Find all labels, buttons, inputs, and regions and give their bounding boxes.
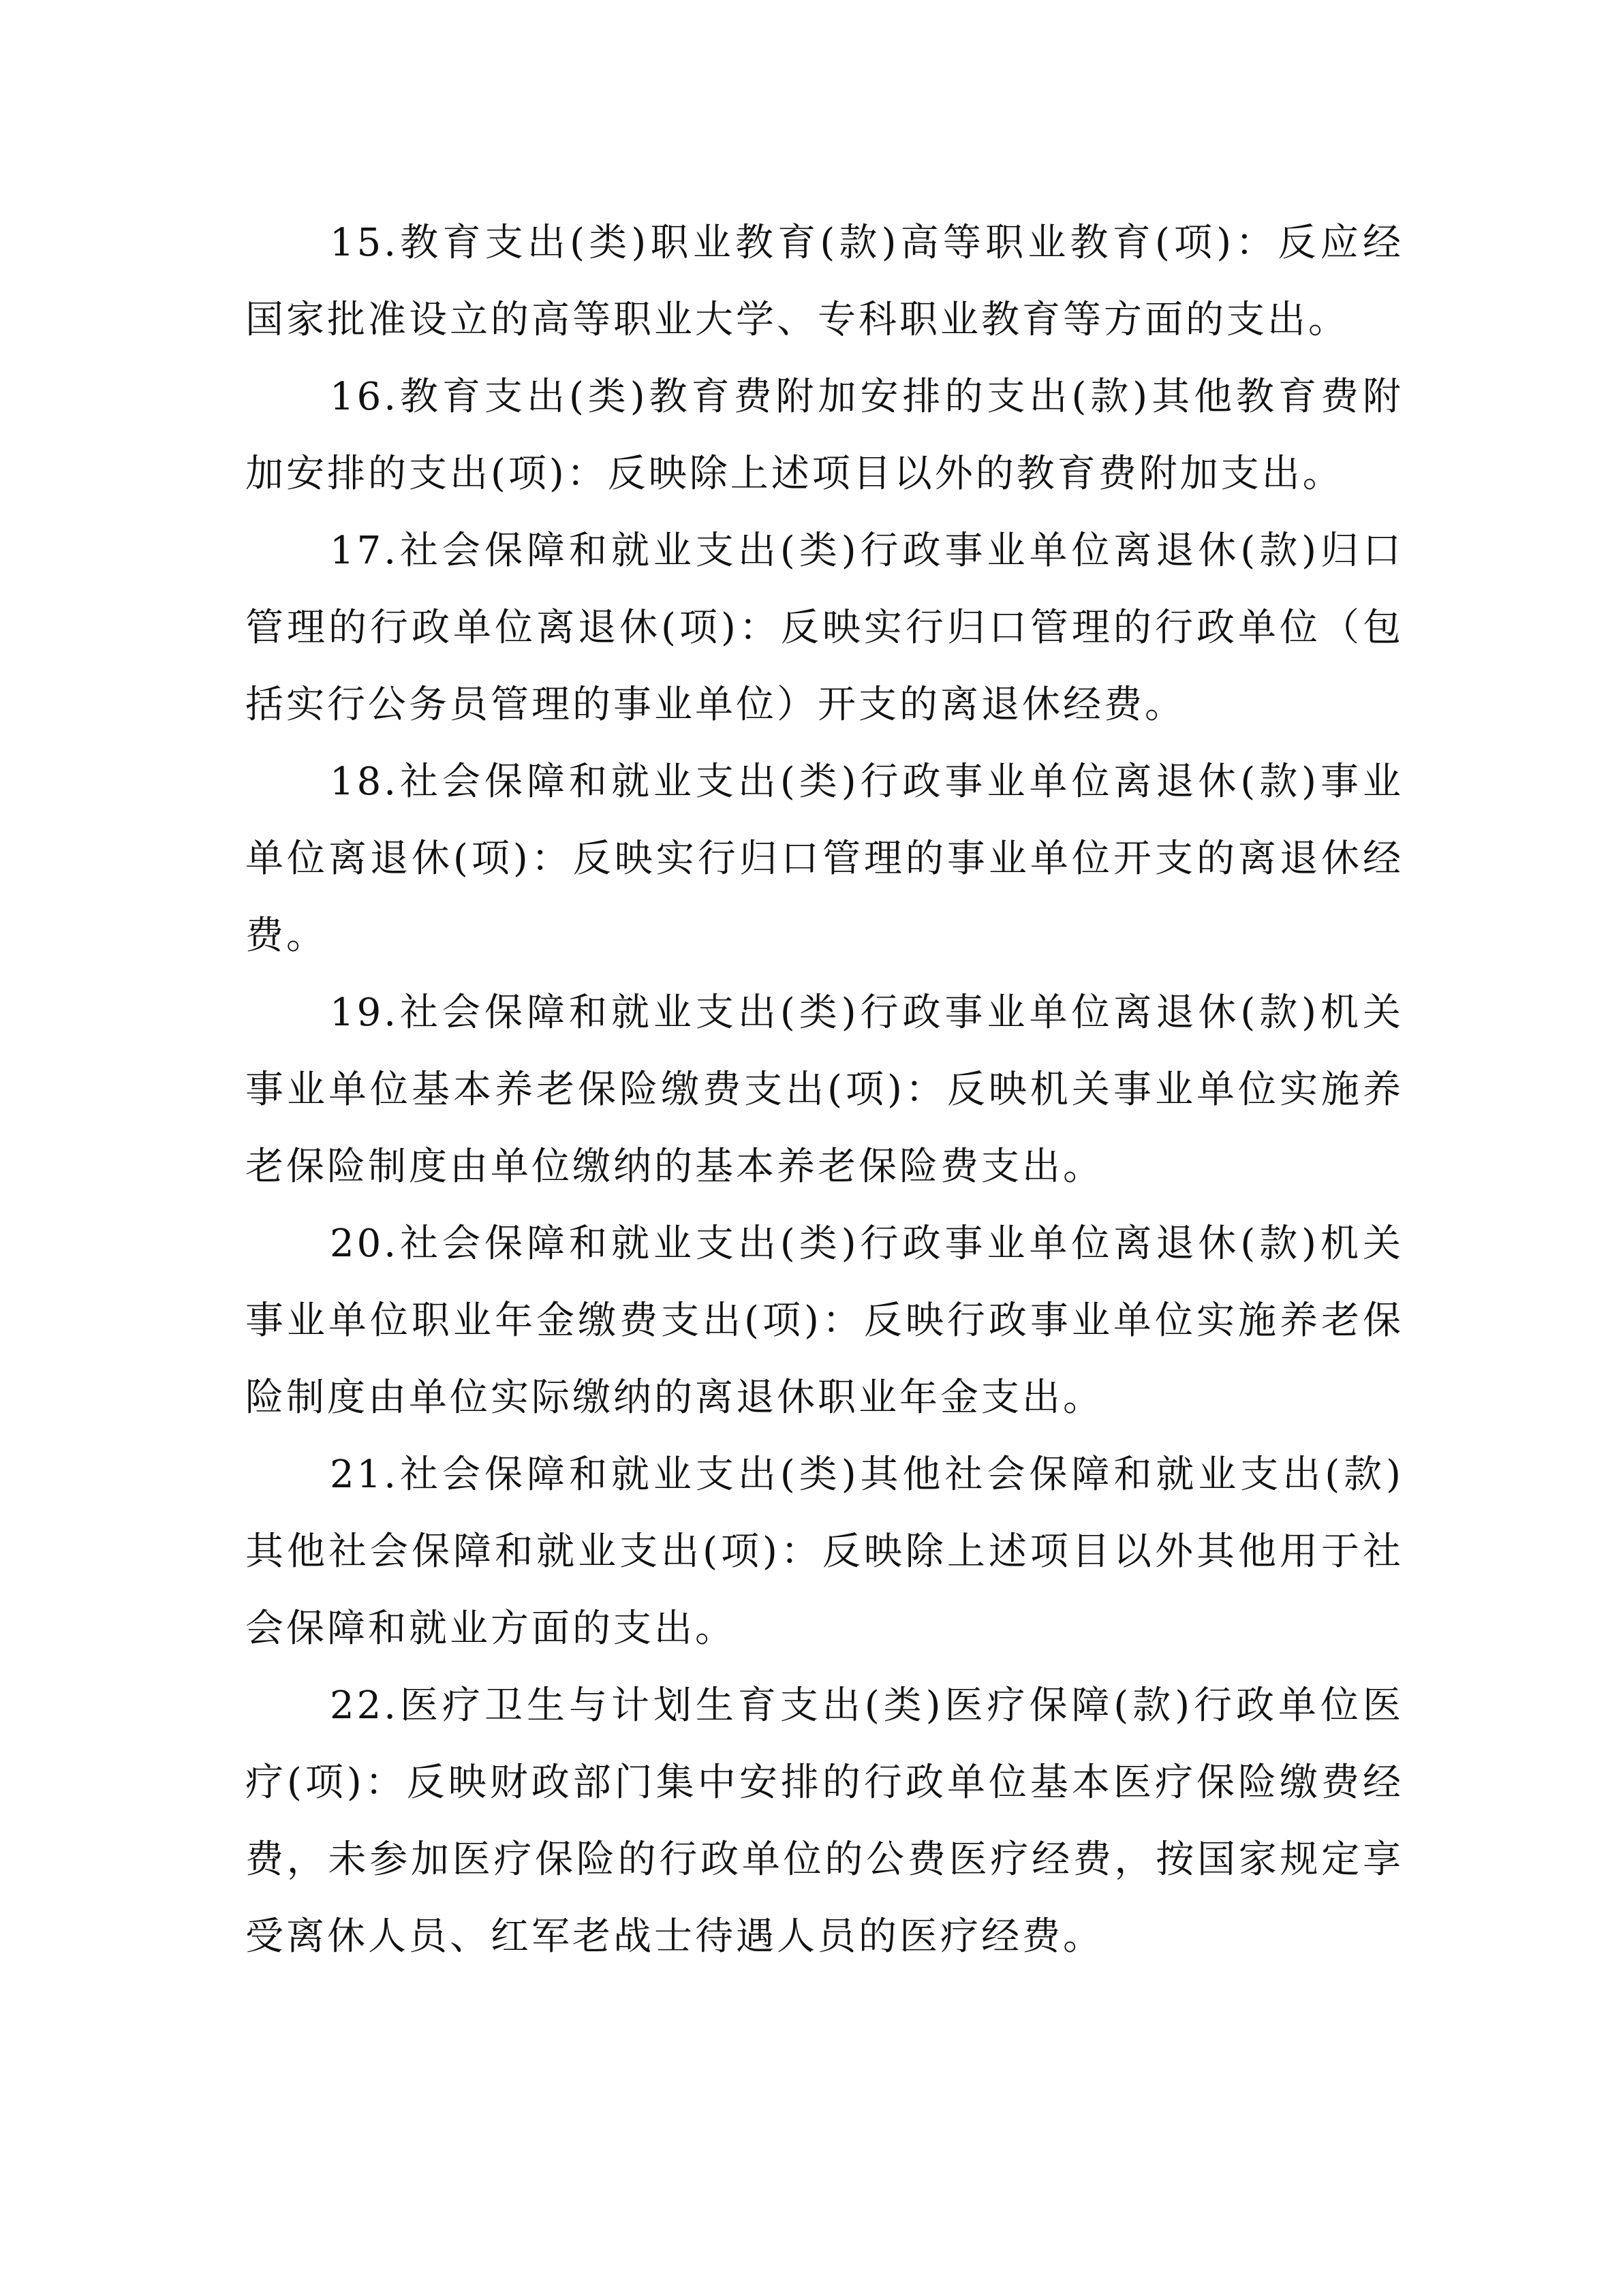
paragraph-21: 21.社会保障和就业支出(类)其他社会保障和就业支出(款)其他社会保障和就业支出(项)：反映除上述项目以外其他用于社会保障和就业方面的支出。 [245,1453,1404,1651]
paragraph-18: 18.社会保障和就业支出(类)行政事业单位离退休(款)事业单位离退休(项)：反映实行归口管理的事业单位开支的离退休经费。 [245,760,1404,958]
document-body [245,204,1404,1975]
paragraph-20: 20.社会保障和就业支出(类)行政事业单位离退休(款)机关事业单位职业年金缴费支出(项)：反映行政事业单位实施养老保险制度由单位实际缴纳的离退休职业年金支出。 [245,1222,1404,1420]
paragraph-19: 19.社会保障和就业支出(类)行政事业单位离退休(款)机关事业单位基本养老保险缴费支出(项)：反映机关事业单位实施养老保险制度由单位缴纳的基本养老保险费支出。 [245,991,1404,1189]
paragraph-16: 16.教育支出(类)教育费附加安排的支出(款)其他教育费附加安排的支出(项)：反映除上述项目以外的教育费附加支出。 [245,375,1404,496]
paragraph-17: 17.社会保障和就业支出(类)行政事业单位离退休(款)归口管理的行政单位离退休(项)：反映实行归口管理的行政单位（包括实行公务员管理的事业单位）开支的离退休经费。 [245,529,1404,727]
paragraph-22: 22.医疗卫生与计划生育支出(类)医疗保障(款)行政单位医疗(项)：反映财政部门集中安排的行政单位基本医疗保险缴费经费，未参加医疗保险的行政单位的公费医疗经费，按国家规定享受离休人员、红军老战士待遇人员的医疗经费。 [245,1684,1404,1959]
paragraph-15: 15.教育支出(类)职业教育(款)高等职业教育(项)：反应经国家批准设立的高等职业大学、专科职业教育等方面的支出。 [245,221,1404,342]
